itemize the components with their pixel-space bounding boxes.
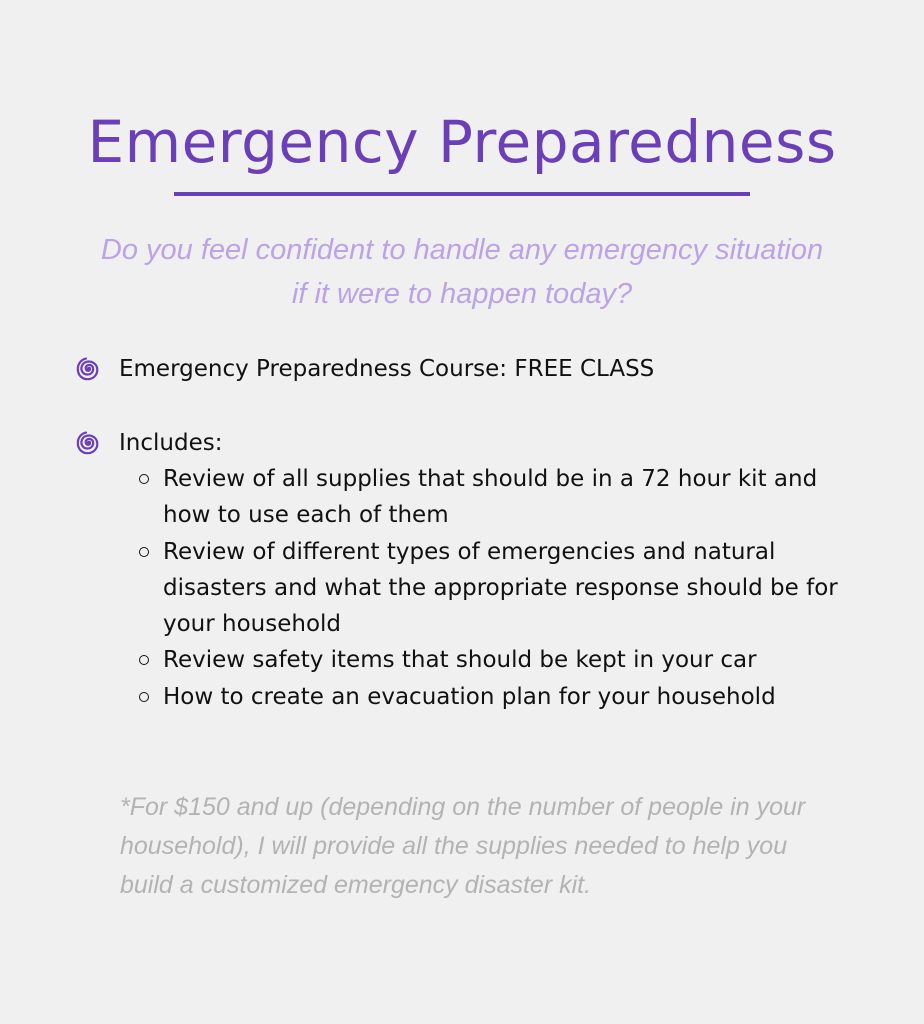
list-item (139, 461, 859, 534)
circle-bullet-icon (139, 655, 149, 665)
list-item (139, 679, 859, 715)
page-title: Emergency Preparedness (87, 108, 837, 176)
pricing-footnote: *For $150 and up (depending on the number of people in your household), I will provide all the supplies needed to help you build a customized emergency disaster kit. (120, 793, 806, 899)
subtitle-question: Do you feel confident to handle any emergency situation if it were to happen today? (100, 234, 824, 310)
list-item-text: Review safety items that should be kept in your car (163, 647, 757, 674)
bullet-label: Includes: (119, 430, 223, 456)
bullet-label: Emergency Preparedness Course: FREE CLASS (119, 356, 655, 382)
list-item-text: Review of all supplies that should be in a 72 hour kit and how to use each of them (163, 466, 818, 529)
spiral-icon (72, 353, 104, 385)
list-item-text: Review of different types of emergencies and natural disasters and what the appropriate response should be for your household (163, 538, 838, 638)
list-item (139, 534, 859, 643)
circle-bullet-icon (139, 692, 149, 702)
spiral-icon (72, 427, 104, 459)
includes-list (139, 461, 859, 715)
title-underline (174, 192, 750, 196)
list-item-text: How to create an evacuation plan for your household (163, 683, 776, 710)
circle-bullet-icon (139, 474, 149, 484)
list-item (139, 642, 859, 678)
circle-bullet-icon (139, 547, 149, 557)
